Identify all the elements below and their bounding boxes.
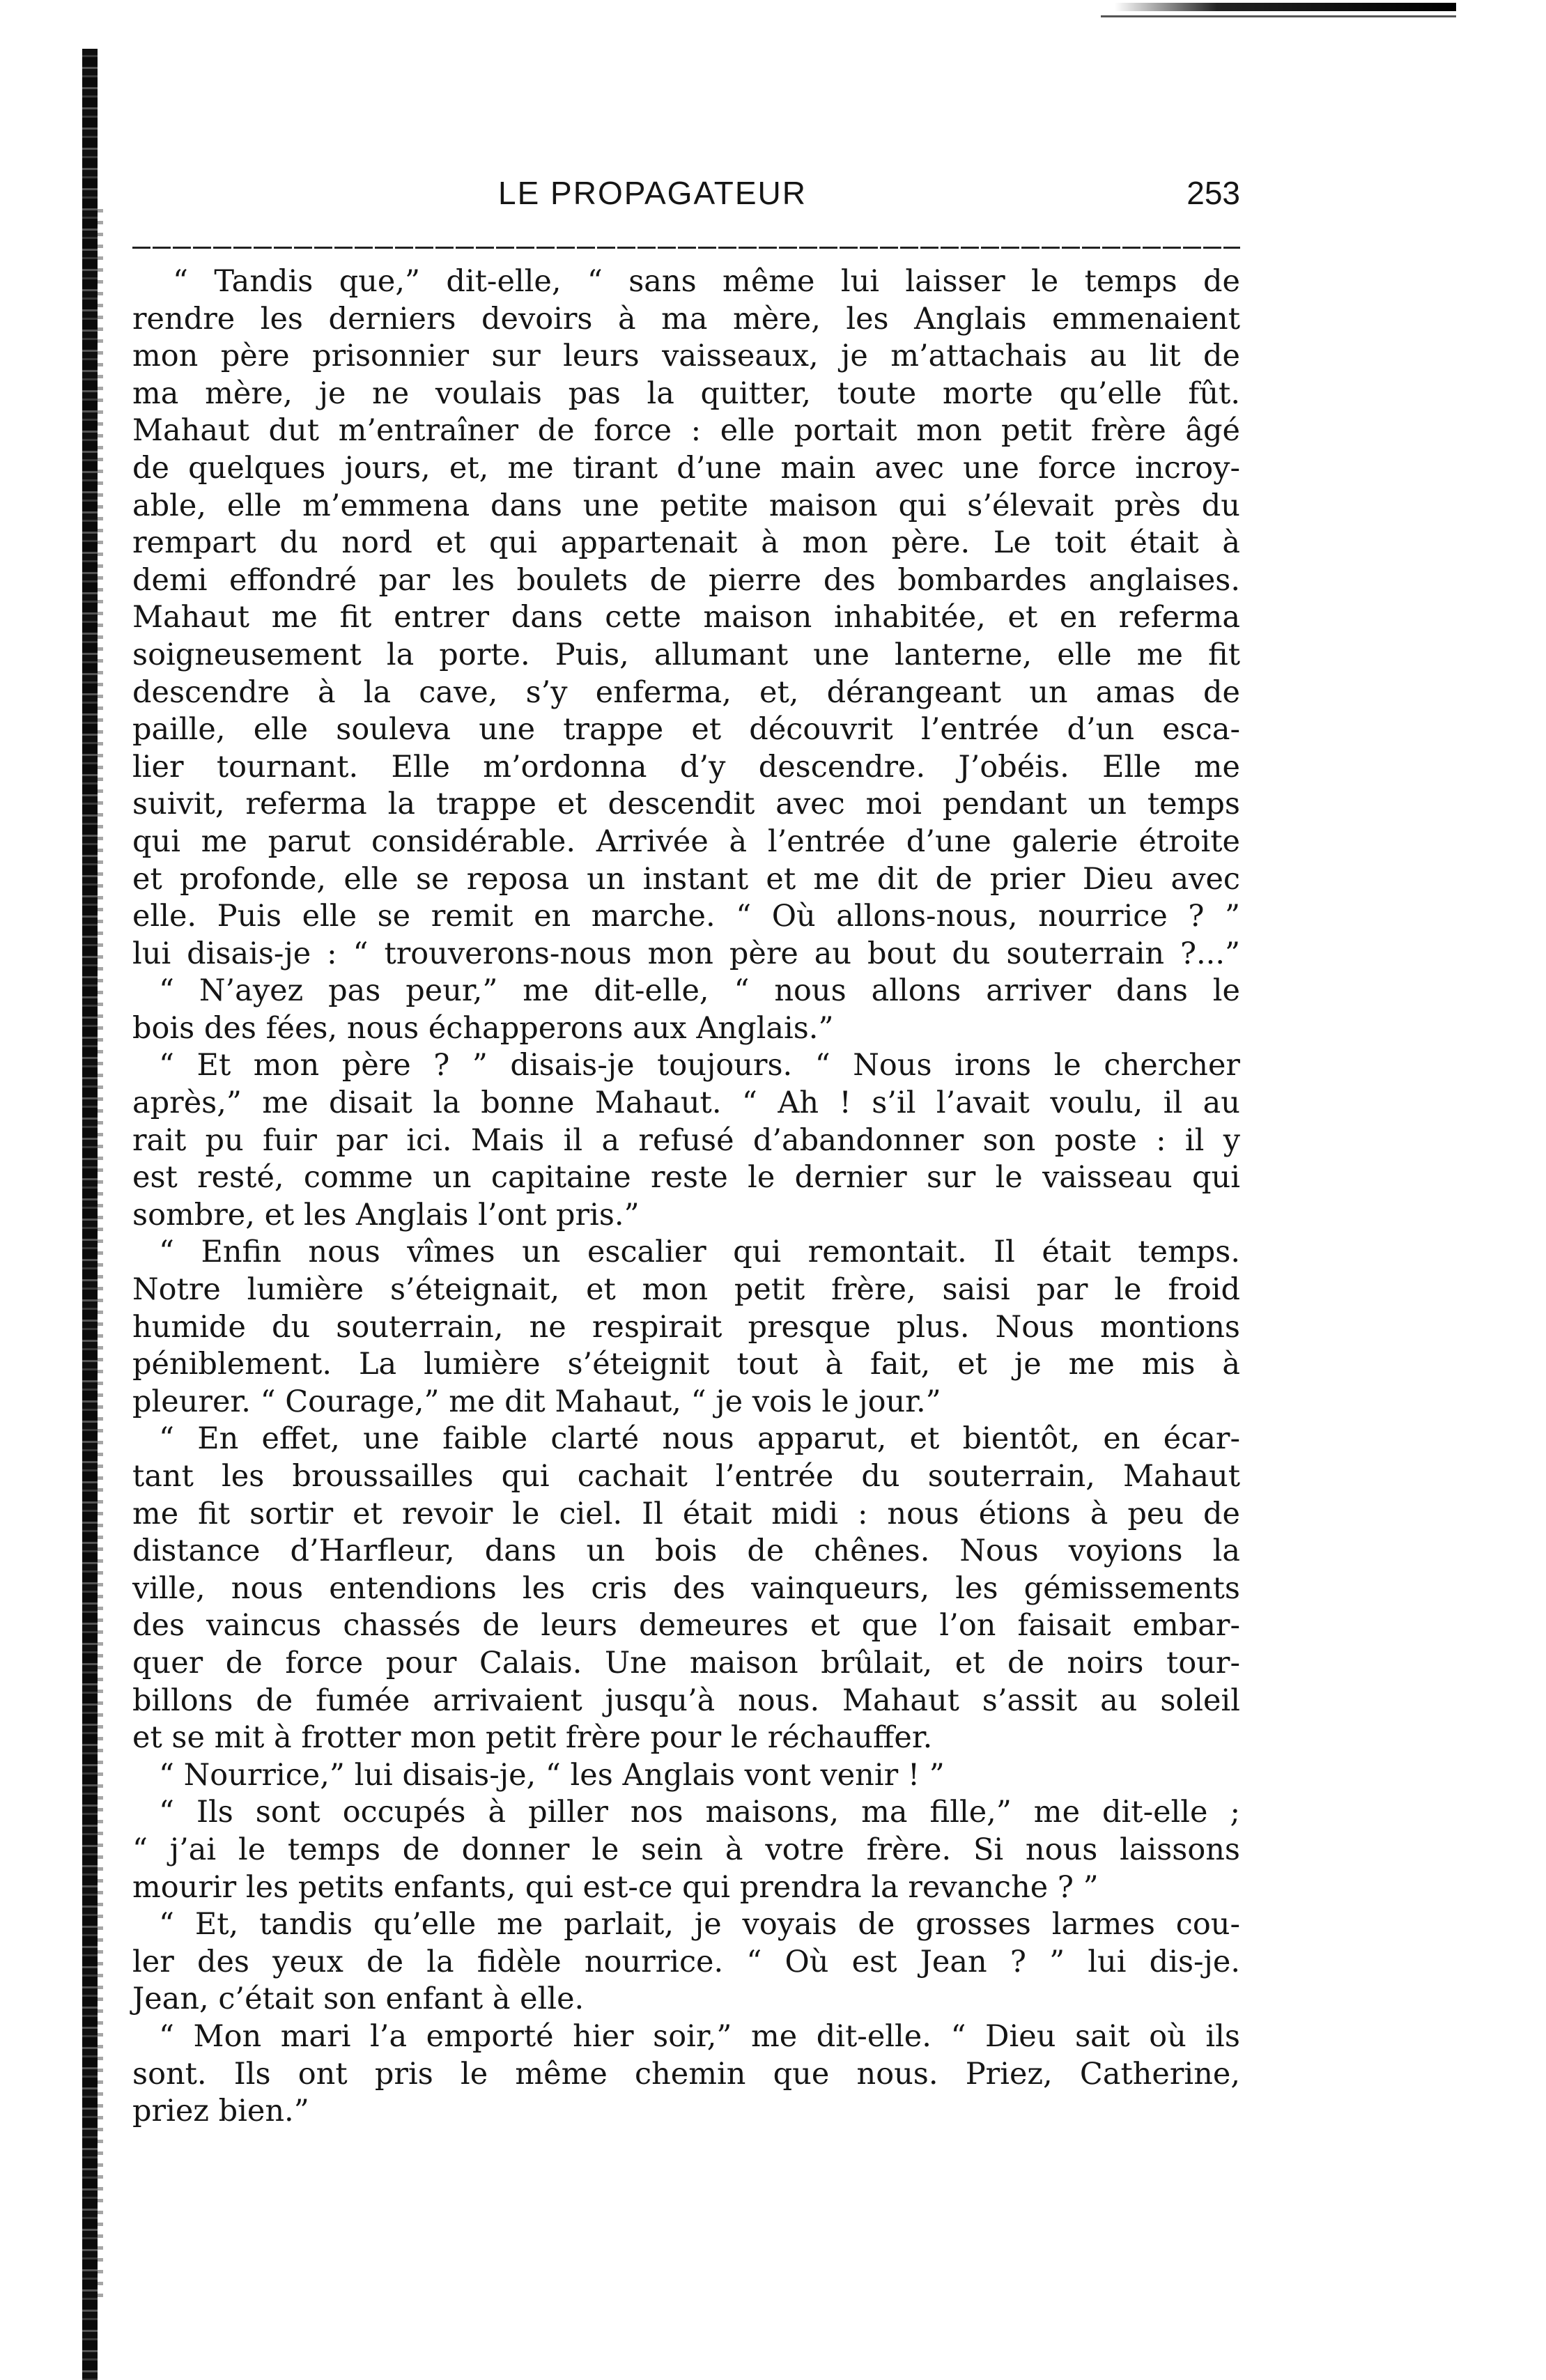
text-line: ville, nous entendions les cris des vainqueurs, les gémissements xyxy=(132,1570,1240,1606)
binding-spine xyxy=(82,49,98,2380)
text-line: “ Tandis que,” dit-elle, “ sans même lui laisser le temps de xyxy=(173,264,1240,299)
text-line: elle. Puis elle se remit en marche. “ Où allons-nous, nourrice ? ” xyxy=(132,899,1240,934)
text-line: Jean, c’était son enfant à elle. xyxy=(132,1981,585,2017)
text-line: lier tournant. Elle m’ordonna d’y descendre. J’obéis. Elle me xyxy=(132,749,1240,785)
text-line: sombre, et les Anglais l’ont pris.” xyxy=(132,1197,640,1232)
text-line: distance d’Harfleur, dans un bois de chênes. Nous voyions la xyxy=(132,1533,1240,1569)
text-line: pleurer. “ Courage,” me dit Mahaut, “ je vois le jour.” xyxy=(132,1384,941,1419)
text-line: suivit, referma la trappe et descendit avec moi pendant un temps xyxy=(132,787,1240,822)
page-header xyxy=(132,174,1240,216)
text-line: Notre lumière s’éteignait, et mon petit frère, saisi par le froid xyxy=(132,1272,1240,1308)
text-line: billons de fumée arrivaient jusqu’à nous. Mahaut s’assit au soleil xyxy=(132,1683,1240,1718)
text-line: tant les broussailles qui cachait l’entrée du souterrain, Mahaut xyxy=(132,1459,1240,1494)
top-scan-mark xyxy=(1115,3,1456,11)
text-line: descendre à la cave, s’y enferma, et, dérangeant un amas de xyxy=(132,674,1240,710)
text-line: de quelques jours, et, me tirant d’une main avec une force incroy- xyxy=(132,450,1240,486)
body-text xyxy=(132,263,1240,2131)
text-line: paille, elle souleva une trappe et découvrit l’entrée d’un esca- xyxy=(132,712,1240,748)
text-line: péniblement. La lumière s’éteignit tout à fait, et je me mis à xyxy=(132,1347,1240,1382)
text-line: rempart du nord et qui appartenait à mon père. Le toit était à xyxy=(132,525,1240,561)
text-line: “ En effet, une faible clarté nous apparut, et bientôt, en écar- xyxy=(159,1421,1240,1457)
text-line: quer de force pour Calais. Une maison brûlait, et de noirs tour- xyxy=(132,1645,1240,1680)
text-line: “ N’ayez pas peur,” me dit-elle, “ nous allons arriver dans le xyxy=(159,973,1240,1009)
text-line: ma mère, je ne voulais pas la quitter, toute morte qu’elle fût. xyxy=(132,376,1240,411)
text-line: humide du souterrain, ne respirait presque plus. Nous montions xyxy=(132,1309,1240,1345)
text-line: “ Et, tandis qu’elle me parlait, je voyais de grosses larmes cou- xyxy=(159,1907,1240,1942)
text-line: Mahaut dut m’entraîner de force : elle portait mon petit frère âgé xyxy=(132,413,1240,449)
text-line: “ Et mon père ? ” disais-je toujours. “ Nous irons le chercher xyxy=(159,1048,1240,1083)
text-line: “ Mon mari l’a emporté hier soir,” me dit-elle. “ Dieu sait où ils xyxy=(159,2018,1240,2054)
text-line: après,” me disait la bonne Mahaut. “ Ah ! s’il l’avait voulu, il au xyxy=(132,1085,1240,1121)
text-line: able, elle m’emmena dans une petite maison qui s’élevait près du xyxy=(132,488,1240,523)
text-line: lui disais-je : “ trouverons-nous mon père au bout du souterrain ?...” xyxy=(132,936,1240,971)
text-line: bois des fées, nous échapperons aux Anglais.” xyxy=(132,1010,834,1046)
text-line: des vaincus chassés de leurs demeures et que l’on faisait embar- xyxy=(132,1608,1240,1644)
text-line: mourir les petits enfants, qui est-ce qui prendra la revanche ? ” xyxy=(132,1869,1099,1905)
text-line: est resté, comme un capitaine reste le dernier sur le vaisseau qui xyxy=(132,1160,1240,1196)
text-line: rendre les derniers devoirs à ma mère, les Anglais emmenaient xyxy=(132,301,1240,337)
header-rule xyxy=(132,247,1240,249)
text-line: et profonde, elle se reposa un instant et me dit de prier Dieu avec xyxy=(132,861,1240,897)
text-line: mon père prisonnier sur leurs vaisseaux, je m’attachais au lit de xyxy=(132,339,1240,374)
text-line: “ Nourrice,” lui disais-je, “ les Anglais vont venir ! ” xyxy=(159,1757,945,1793)
text-line: me fit sortir et revoir le ciel. Il était midi : nous étions à peu de xyxy=(132,1496,1240,1531)
text-line: qui me parut considérable. Arrivée à l’entrée d’une galerie étroite xyxy=(132,824,1240,859)
text-line: “ Ils sont occupés à piller nos maisons, ma fille,” me dit-elle ; xyxy=(159,1795,1240,1830)
running-title: LE PROPAGATEUR xyxy=(498,175,807,211)
text-line: Mahaut me fit entrer dans cette maison inhabitée, et en referma xyxy=(132,600,1240,635)
text-line: “ j’ai le temps de donner le sein à votre frère. Si nous laissons xyxy=(132,1832,1240,1867)
text-line: rait pu fuir par ici. Mais il a refusé d’abandonner son poste : il y xyxy=(132,1122,1240,1158)
text-line: ler des yeux de la fidèle nourrice. “ Où est Jean ? ” lui dis-je. xyxy=(132,1944,1240,1979)
text-line: priez bien.” xyxy=(132,2094,309,2129)
top-scan-rule xyxy=(1101,15,1456,17)
text-line: soigneusement la porte. Puis, allumant une lanterne, elle me fit xyxy=(132,637,1240,672)
text-line: sont. Ils ont pris le même chemin que nous. Priez, Catherine, xyxy=(132,2056,1240,2092)
text-line: demi effondré par les boulets de pierre des bombardes anglaises. xyxy=(132,562,1240,598)
text-line: et se mit à frotter mon petit frère pour le réchauffer. xyxy=(132,1720,933,1756)
binding-shadow xyxy=(98,209,103,2299)
text-line: “ Enfin nous vîmes un escalier qui remontait. Il était temps. xyxy=(159,1235,1240,1270)
page-number: 253 xyxy=(1186,175,1240,211)
